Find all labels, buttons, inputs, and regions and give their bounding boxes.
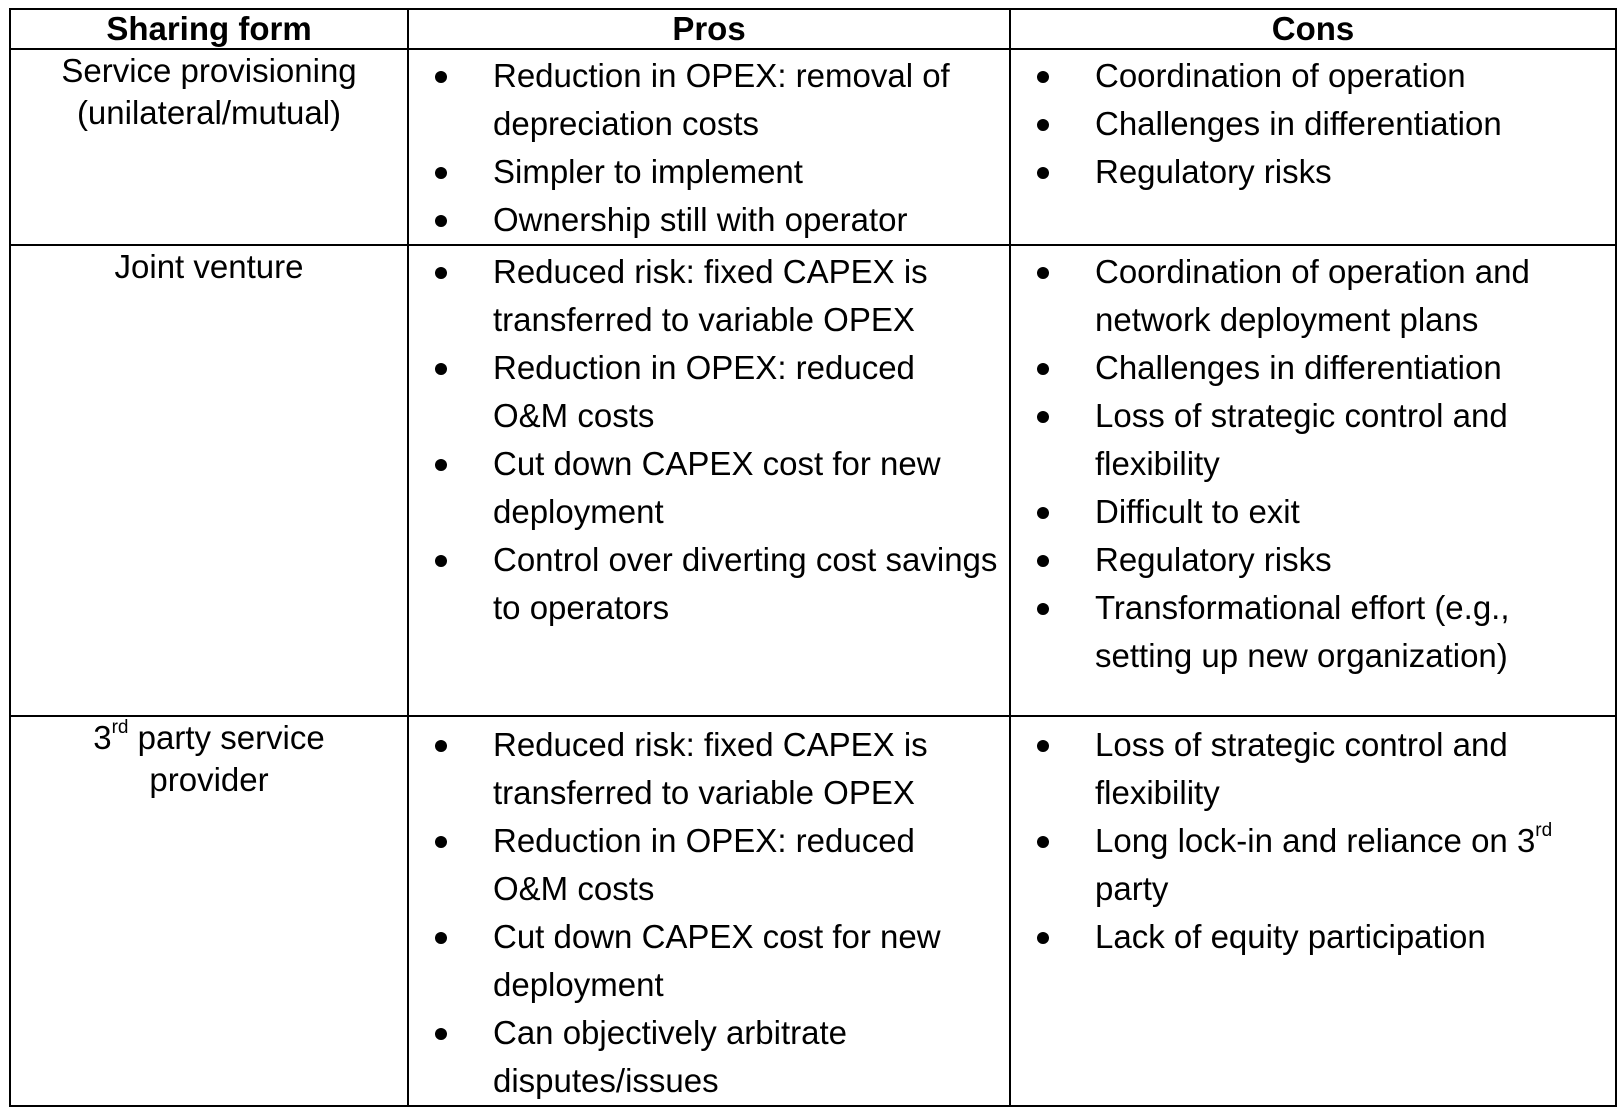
pros-list — [409, 50, 1009, 244]
list-item: Loss of strategic control and flexibility — [1011, 721, 1615, 817]
list-item: Transformational effort (e.g., setting up new organization) — [1011, 584, 1615, 680]
list-item — [1011, 817, 1615, 913]
sharing-forms-table — [9, 8, 1617, 1107]
list-item: Reduction in OPEX: reduced O&M costs — [409, 344, 1009, 440]
ordinal-suffix: rd — [1535, 820, 1553, 841]
list-item-text: party — [1095, 870, 1169, 907]
sharing-form-cell — [10, 49, 408, 245]
cons-list — [1011, 717, 1615, 961]
list-item: Coordination of operation and network deployment plans — [1011, 248, 1615, 344]
ordinal-number: 3 — [93, 719, 112, 756]
pros-cell — [408, 245, 1010, 716]
cons-cell — [1010, 245, 1616, 716]
pros-list — [409, 717, 1009, 1105]
list-item-text: Long lock-in and reliance on 3 — [1095, 822, 1536, 859]
list-item: Reduced risk: fixed CAPEX is transferred to variable OPEX — [409, 248, 1009, 344]
sharing-form-cell — [10, 245, 408, 716]
header-pros: Pros — [408, 9, 1010, 49]
sharing-form-cell — [10, 716, 408, 1106]
list-item: Challenges in differentiation — [1011, 344, 1615, 392]
sharing-form-label: Service provisioning — [61, 52, 357, 89]
list-item: Difficult to exit — [1011, 488, 1615, 536]
list-item: Reduced risk: fixed CAPEX is transferred to variable OPEX — [409, 721, 1009, 817]
pros-cell — [408, 716, 1010, 1106]
list-item: Cut down CAPEX cost for new deployment — [409, 913, 1009, 1009]
cons-list — [1011, 246, 1615, 680]
list-item: Can objectively arbitrate disputes/issues — [409, 1009, 1009, 1105]
list-item: Loss of strategic control and flexibility — [1011, 392, 1615, 488]
list-item: Coordination of operation — [1011, 52, 1615, 100]
header-sharing-form: Sharing form — [10, 9, 408, 49]
list-item: Lack of equity participation — [1011, 913, 1615, 961]
sharing-form-label: Joint venture — [114, 248, 304, 285]
sharing-form-label — [11, 717, 407, 759]
list-item: Control over diverting cost savings to operators — [409, 536, 1009, 632]
header-row — [10, 9, 1616, 49]
pros-list — [409, 246, 1009, 632]
sharing-form-label: (unilateral/mutual) — [76, 94, 342, 131]
cons-list — [1011, 50, 1615, 196]
table-row — [10, 49, 1616, 245]
cons-cell — [1010, 716, 1616, 1106]
list-item: Simpler to implement — [409, 148, 1009, 196]
list-item: Regulatory risks — [1011, 148, 1615, 196]
table-row — [10, 245, 1616, 716]
sharing-form-label-rest: party service — [128, 719, 325, 756]
list-item: Cut down CAPEX cost for new deployment — [409, 440, 1009, 536]
list-item: Challenges in differentiation — [1011, 100, 1615, 148]
list-item: Reduction in OPEX: reduced O&M costs — [409, 817, 1009, 913]
ordinal-suffix: rd — [111, 717, 129, 738]
header-cons: Cons — [1010, 9, 1616, 49]
list-item: Ownership still with operator — [409, 196, 1009, 244]
pros-cell — [408, 49, 1010, 245]
table-row — [10, 716, 1616, 1106]
list-item: Regulatory risks — [1011, 536, 1615, 584]
sharing-form-label: provider — [149, 761, 269, 798]
cons-cell — [1010, 49, 1616, 245]
list-item: Reduction in OPEX: removal of depreciation costs — [409, 52, 1009, 148]
